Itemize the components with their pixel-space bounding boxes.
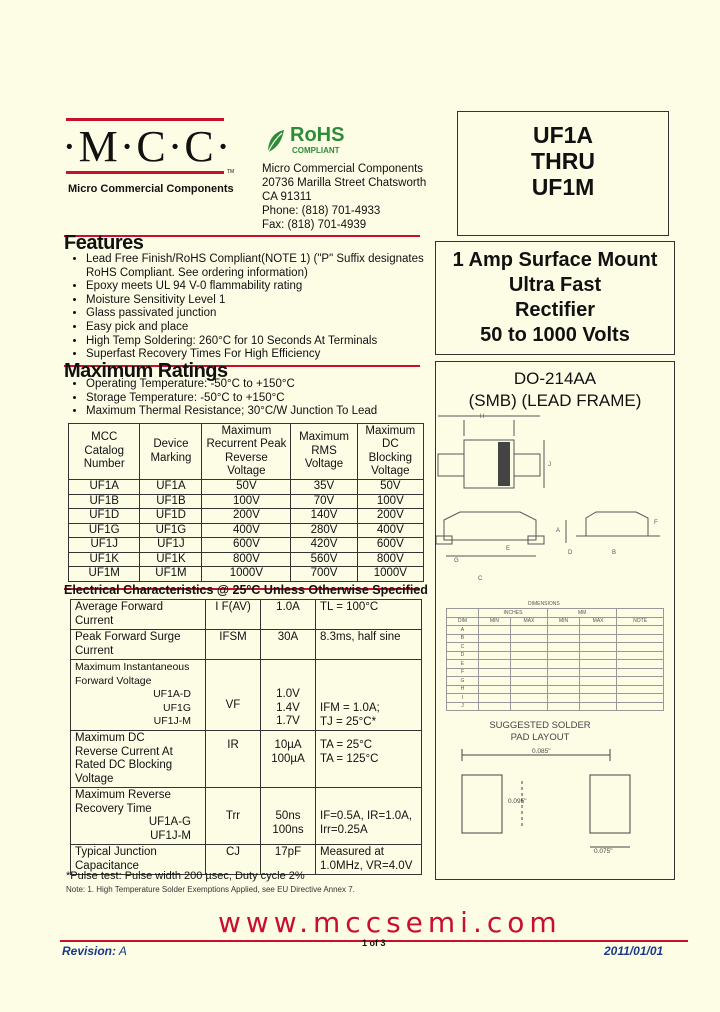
cell: UF1K	[69, 552, 140, 567]
ratings-list	[66, 378, 436, 419]
part-number-box	[457, 111, 669, 236]
features-title: Features	[64, 232, 144, 254]
ratings-title: Maximum Ratings	[64, 360, 228, 382]
dims-row: B	[447, 634, 479, 643]
feature-item: • Epoxy meets UL 94 V-0 flammability rating	[86, 280, 436, 294]
value: 17pF	[261, 845, 316, 875]
cell: 400V	[202, 523, 291, 538]
part-line: UF1A	[532, 122, 594, 148]
address-line: 20736 Marilla Street Chatsworth	[262, 177, 427, 189]
condition: IFM = 1.0A;	[320, 702, 380, 714]
cell: UF1D	[69, 509, 140, 524]
ratings-header: Maximum Recurrent Peak Reverse Voltage	[202, 424, 291, 480]
value: 1.0A	[261, 600, 316, 630]
address-line: Phone: (818) 701-4933	[262, 205, 381, 217]
electrical-title: Electrical Characteristics @ 25°C Unless Otherwise Specified	[64, 583, 428, 597]
package-frame: (SMB) (LEAD FRAME)	[468, 391, 642, 410]
cell: 50V	[357, 480, 423, 495]
address-line: Micro Commercial Components	[262, 163, 424, 175]
cell: 140V	[291, 509, 357, 524]
cell: 100V	[357, 494, 423, 509]
symbol: Trr	[206, 788, 261, 845]
dims-col: NOTE	[617, 617, 664, 626]
ratings-header: Device Marking	[140, 424, 202, 480]
description-line: 1 Amp Surface Mount	[452, 249, 658, 271]
condition: IF=0.5A, IR=1.0A,	[320, 810, 413, 822]
feature-item: • High Temp Soldering: 260°C for 10 Seconds At Terminals	[86, 335, 436, 349]
cell: UF1M	[69, 567, 140, 582]
cell: UF1G	[140, 523, 202, 538]
value: 100ns	[272, 823, 304, 836]
dims-row: A	[447, 626, 479, 635]
dims-row: H	[447, 685, 479, 694]
param: Typical Junction	[75, 846, 157, 858]
param: Voltage	[75, 772, 114, 785]
condition: 1.0MHz, VR=4.0V	[320, 859, 413, 872]
table-row	[69, 523, 424, 538]
dims-row: D	[447, 651, 479, 660]
cell: UF1A	[140, 480, 202, 495]
package-name: DO-214AA	[513, 369, 597, 388]
table-row	[69, 567, 424, 582]
param: Rated DC Blocking	[75, 759, 173, 771]
value: 30A	[261, 630, 316, 660]
company-address	[262, 162, 437, 232]
param: Forward Voltage	[75, 674, 152, 687]
param: UF1G	[162, 701, 191, 714]
solder-dim-width: 0.085"	[532, 748, 551, 755]
cell: 560V	[291, 552, 357, 567]
condition: TL = 100°C	[316, 600, 422, 630]
ratings-table	[68, 423, 424, 582]
feature-item: • Glass passivated junction	[86, 307, 436, 321]
cell: 420V	[291, 538, 357, 553]
condition: TJ = 25°C*	[320, 715, 377, 728]
param: Reverse Current At	[75, 745, 173, 758]
dim-label-g: G	[454, 558, 459, 564]
dim-label-a: A	[556, 528, 561, 534]
value: 1.7V	[276, 715, 300, 727]
dim-label-b: B	[612, 550, 617, 556]
cell: 400V	[357, 523, 423, 538]
rating-item: • Maximum Thermal Resistance; 30°C/W Junction To Lead	[86, 405, 436, 419]
cell: 280V	[291, 523, 357, 538]
cell: UF1B	[69, 494, 140, 509]
cell: 1000V	[202, 567, 291, 582]
cell: 35V	[291, 480, 357, 495]
dim-label-f: F	[654, 520, 658, 526]
table-row	[71, 630, 422, 660]
cell: UF1J	[69, 538, 140, 553]
solder-pad-drawing	[450, 745, 670, 860]
value: 100µA	[271, 752, 305, 765]
value: 1.4V	[276, 701, 300, 714]
website-url[interactable]: www.mccsemi.com	[218, 906, 562, 939]
condition: TA = 25°C	[320, 739, 373, 751]
param: UF1J-M	[150, 829, 191, 842]
solder-title	[470, 720, 610, 744]
dims-col: MIN	[478, 617, 510, 626]
description-line: Rectifier	[514, 299, 596, 321]
param: Recovery Time	[75, 802, 152, 815]
condition: Measured at	[320, 846, 384, 858]
table-row	[69, 494, 424, 509]
cell: 800V	[202, 552, 291, 567]
cell: UF1K	[140, 552, 202, 567]
dims-col: DIM	[447, 617, 479, 626]
dims-col: MAX	[510, 617, 547, 626]
cell: 800V	[357, 552, 423, 567]
pulse-note: *Pulse test: Pulse width 200 µsec, Duty cycle 2%	[66, 870, 305, 882]
condition: TA = 125°C	[320, 752, 379, 765]
rohs-sub: COMPLIANT	[292, 146, 340, 155]
param: Maximum Instantaneous	[75, 661, 190, 673]
value: 10µA	[274, 739, 302, 751]
revision-value: A	[118, 944, 127, 958]
param: Current	[75, 644, 114, 657]
dims-group: INCHES	[478, 609, 547, 618]
cell: 200V	[357, 509, 423, 524]
table-row	[69, 552, 424, 567]
dims-col: MAX	[580, 617, 617, 626]
condition: Irr=0.25A	[320, 823, 368, 836]
ratings-header: MCC Catalog Number	[69, 424, 140, 480]
electrical-table	[70, 599, 422, 875]
description-line: 50 to 1000 Volts	[480, 324, 630, 346]
table-row	[71, 600, 422, 630]
dims-row: F	[447, 668, 479, 677]
footnote: Note: 1. High Temperature Solder Exemptions Applied, see EU Directive Annex 7.	[66, 885, 355, 894]
param: UF1A-D	[153, 688, 191, 700]
rohs-leaf-icon	[264, 126, 288, 154]
revision	[62, 944, 127, 958]
feature-item: • Easy pick and place	[86, 321, 436, 335]
logo-bottom-bar	[66, 171, 224, 174]
table-row	[69, 509, 424, 524]
doc-date: 2011/01/01	[604, 944, 664, 958]
param: Capacitance	[75, 859, 139, 872]
dim-label-d: D	[568, 550, 573, 556]
table-row	[71, 660, 422, 731]
cell: 200V	[202, 509, 291, 524]
feature-item: • Moisture Sensitivity Level 1	[86, 294, 436, 308]
cell: UF1A	[69, 480, 140, 495]
symbol: I F(AV)	[206, 600, 261, 630]
table-row	[71, 788, 422, 845]
dims-row: G	[447, 677, 479, 686]
rohs-title: RoHS	[290, 124, 345, 146]
symbol: IFSM	[206, 630, 261, 660]
dims-row: J	[447, 702, 479, 711]
value: 50ns	[275, 810, 301, 822]
param: Maximum Reverse	[75, 789, 171, 801]
table-row	[69, 538, 424, 553]
cell: 70V	[291, 494, 357, 509]
cell: 50V	[202, 480, 291, 495]
cell: UF1B	[140, 494, 202, 509]
solder-dim-height: 0.095"	[508, 798, 527, 805]
address-line: Fax: (818) 701-4939	[262, 219, 367, 231]
ratings-header: Maximum DC Blocking Voltage	[357, 424, 423, 480]
trademark-mark: TM	[227, 169, 235, 175]
ratings-header: Maximum RMS Voltage	[291, 424, 357, 480]
description-line: Ultra Fast	[508, 274, 602, 296]
cell: UF1D	[140, 509, 202, 524]
dimensions-table	[446, 608, 664, 711]
symbol: IR	[206, 731, 261, 788]
part-line: THRU	[531, 148, 595, 174]
part-line: UF1M	[531, 174, 595, 200]
features-list	[66, 253, 436, 362]
page-number: 1 of 3	[362, 938, 386, 948]
dim-label-c: C	[478, 576, 483, 582]
param: Current	[75, 614, 114, 627]
cell: UF1G	[69, 523, 140, 538]
cell: 600V	[357, 538, 423, 553]
package-drawing	[436, 408, 672, 598]
symbol: VF	[206, 660, 261, 731]
cell: 1000V	[357, 567, 423, 582]
solder-sub-line: PAD LAYOUT	[510, 732, 570, 743]
param: Maximum DC	[75, 732, 145, 744]
dim-label-h: H	[480, 414, 485, 420]
condition: 8.3ms, half sine	[316, 630, 422, 660]
feature-item: • Lead Free Finish/RoHS Compliant(NOTE 1) ("P" Suffix designates RoHS Compliant. See ordering information)	[86, 253, 436, 280]
param: Average Forward	[75, 601, 163, 613]
revision-label: Revision:	[62, 944, 117, 958]
dims-row: I	[447, 694, 479, 703]
table-row	[69, 480, 424, 495]
cell: 700V	[291, 567, 357, 582]
param: Peak Forward Surge	[75, 631, 181, 643]
description-box	[435, 241, 675, 355]
dim-label-j: J	[548, 462, 551, 468]
solder-dim-gap: 0.075"	[594, 848, 613, 855]
symbol: CJ	[206, 845, 261, 875]
mcc-logo: ·M·C·C·	[62, 122, 233, 171]
cell: 100V	[202, 494, 291, 509]
cell: 600V	[202, 538, 291, 553]
param: UF1J-M	[153, 715, 191, 727]
dims-row: E	[447, 660, 479, 669]
cell: UF1J	[140, 538, 202, 553]
table-row	[71, 731, 422, 788]
param: UF1A-G	[148, 816, 191, 828]
dims-title: DIMENSIONS	[528, 601, 560, 607]
rating-item: • Storage Temperature: -50°C to +150°C	[86, 392, 436, 406]
value: 1.0V	[276, 688, 300, 700]
company-label: Micro Commercial Components	[68, 183, 234, 195]
solder-title-line: SUGGESTED SOLDER	[489, 720, 591, 731]
dims-row: C	[447, 643, 479, 652]
rating-item: • Operating Temperature: -50°C to +150°C	[86, 378, 436, 392]
feature-item: • Superfast Recovery Times For High Efficiency	[86, 348, 436, 362]
dims-group: MM	[548, 609, 617, 618]
address-line: CA 91311	[262, 191, 312, 203]
dim-label-e: E	[506, 546, 511, 552]
dims-col: MIN	[548, 617, 580, 626]
cell: UF1M	[140, 567, 202, 582]
